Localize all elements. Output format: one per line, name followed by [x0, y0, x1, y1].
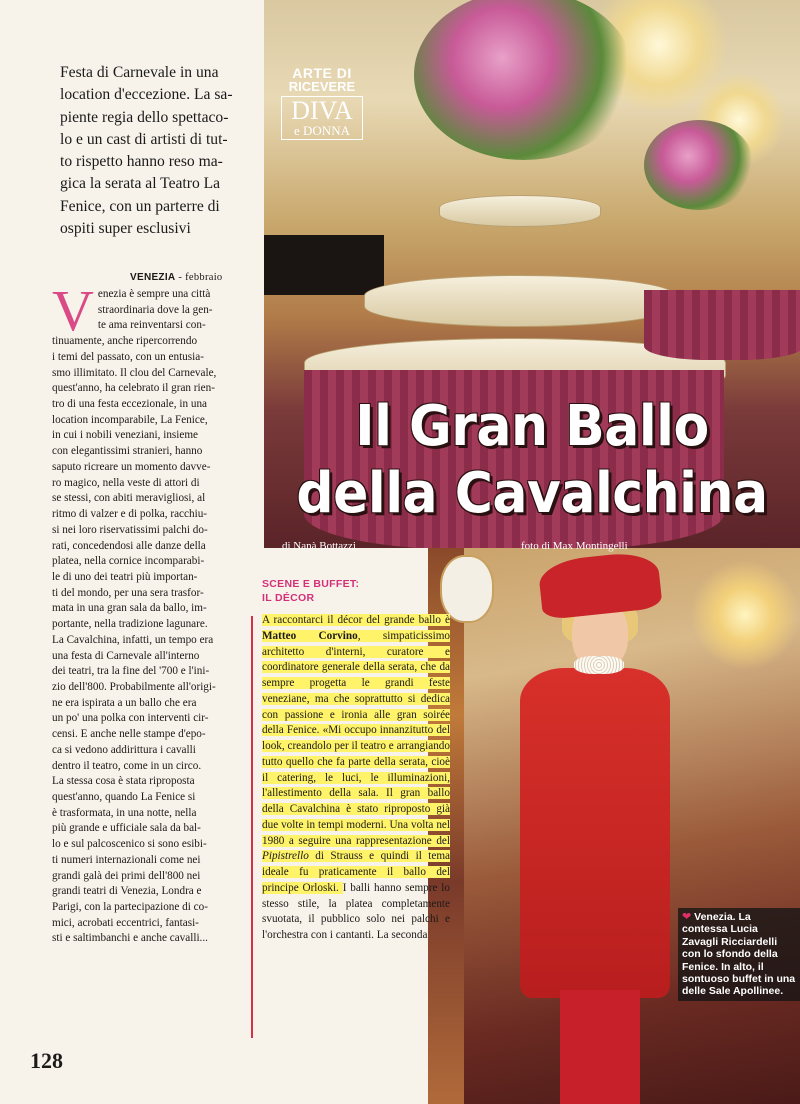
- intro-line: lo e un cast di artisti di tut-: [60, 130, 228, 148]
- body-line: una festa di Carnevale all'interno: [52, 649, 200, 662]
- intro-standfirst: [60, 62, 260, 240]
- body-line: smo illimitato. Il clou del Carnevale,: [52, 366, 217, 379]
- section-label-line2: IL DÉCOR: [262, 592, 315, 604]
- body-line: con elegantissimi stranieri, hanno: [52, 445, 203, 458]
- body-line: ca si vedono addirittura i cavalli: [52, 743, 196, 756]
- body-line: grandi galà dei primi dell'800 nei: [52, 869, 201, 882]
- text-run: , simpaticissimo architetto d'interni, curatore e coordinatore generale della serata, che da sempre progetta le grandi feste veneziane, ma che soprattutto si dedica con passione e ironia alle gran soirée della Fenice.: [262, 629, 450, 737]
- body-line: enezia è sempre una città: [97, 288, 211, 300]
- table-skirt: [644, 290, 800, 360]
- intro-line: piente regia dello spettaco-: [60, 108, 229, 126]
- masthead-diva: DIVA: [291, 96, 353, 125]
- body-line: quest'anno, quando La Fenice si: [52, 791, 196, 803]
- dateline: [130, 272, 222, 283]
- body-line: in cui i nobili veneziani, insieme: [52, 429, 199, 442]
- body-line: ritmo di valzer e di polka, racchiu-: [52, 508, 208, 521]
- quote-run: di Strauss e quindi il tema ideale fu praticamente il ballo del principe Orloski.: [262, 850, 450, 894]
- caption-text: Venezia. La contessa Lucia Zavagli Ricciardelli con lo sfondo della Fenice. In alto, il sontuoso buffet in una delle Sale Apollinee.: [682, 911, 796, 998]
- intro-line: to rispetto hanno reso ma-: [60, 153, 223, 171]
- body-line: straordinaria dove la gen-: [97, 303, 213, 316]
- dateline-date: - febbraio: [175, 272, 223, 283]
- intro-line: Fenice, con un parterre di: [60, 197, 220, 215]
- red-boots: [560, 990, 640, 1104]
- flower-arrangement: [644, 120, 754, 210]
- photo-caption: [678, 908, 800, 1001]
- body-line: zio dell'800. Probabilmente all'origi-: [52, 680, 216, 693]
- masthead-line2: RICEVERE: [288, 79, 356, 94]
- text-run: A raccontarci il décor del grande ballo è: [262, 614, 450, 626]
- masthead-logo-box: [281, 96, 363, 140]
- body-line: quest'anno, ha celebrato il gran rien-: [52, 382, 215, 395]
- designer-name: Matteo Corvino: [262, 629, 358, 642]
- intro-line: Festa di Carnevale in una: [60, 64, 219, 81]
- body-line: più grande e ufficiale sala da bal-: [52, 822, 201, 835]
- body-line: un po' una polka con interventi cir-: [52, 712, 209, 725]
- photo-credit: foto di Max Montingelli: [521, 540, 628, 552]
- work-title: Pipistrello: [262, 850, 309, 863]
- body-text-left: [52, 278, 264, 947]
- intro-line: ospiti super esclusivi: [60, 220, 191, 238]
- masthead-donna: e DONNA: [294, 123, 350, 138]
- flower-arrangement: [414, 0, 634, 160]
- pearl-necklace: [574, 656, 624, 674]
- body-line: te ama reinventarsi con-: [97, 319, 206, 332]
- body-line: location incomparabile, La Fenice,: [52, 413, 208, 426]
- body-line: ne era ispirata a un ballo che era: [52, 696, 197, 709]
- body-line: se stessi, con abiti meravigliosi, al: [52, 492, 206, 505]
- text-run: I balli hanno sempre lo stesso stile, la platea completamente svuotata, il pubblico solo nei palchi e l'orchestra con i cantanti. La seconda: [262, 881, 450, 941]
- body-line: si nei loro riservatissimi palchi do-: [52, 523, 208, 536]
- drop-cap: V: [52, 278, 94, 343]
- column-rule: [251, 616, 253, 1038]
- heart-icon: ❤: [682, 911, 692, 923]
- body-line: platea, nella cornice incomparabi-: [52, 555, 205, 568]
- title-line2: della Cavalchina: [296, 461, 768, 526]
- buffet-tier: [364, 275, 676, 327]
- body-line: lo e sul palcoscenico si sono esibi-: [52, 838, 207, 851]
- section-label-line1: SCENE E BUFFET:: [262, 578, 360, 590]
- body-line: tro di una festa eccezionale, in una: [52, 398, 207, 411]
- body-line: mata in una gran sala da ballo, im-: [52, 602, 207, 615]
- body-line: grandi teatri di Venezia, Londra e: [52, 885, 202, 898]
- buffet-tier: [439, 195, 601, 227]
- body-line: ti numeri internazionali come nei: [52, 853, 201, 866]
- byline: di Nanà Bottazzi: [282, 540, 356, 552]
- body-line: le di uno dei teatri più importan-: [52, 570, 198, 583]
- body-line: La Cavalchina, infatti, un tempo era: [52, 633, 214, 646]
- dateline-city: VENEZIA: [130, 272, 176, 283]
- chandelier-glow: [690, 560, 800, 670]
- body-line: saputo ricreare un momento davve-: [52, 460, 211, 473]
- body-line: dei teatri, tra la fine del '700 e l'ini-: [52, 665, 210, 678]
- intro-line: gica la serata al Teatro La: [60, 175, 221, 193]
- body-line: mici, acrobati eccentrici, fantasi-: [52, 916, 199, 929]
- body-line: rati, concedendosi alle danze della: [52, 539, 206, 552]
- red-coat: [520, 668, 670, 998]
- section-label: [262, 577, 359, 605]
- column-masthead: [281, 66, 363, 140]
- body-line: La stessa cosa è stata riproposta: [52, 775, 195, 788]
- article-title: [272, 393, 792, 527]
- body-line: censi. E anche nelle stampe d'epo-: [52, 728, 206, 741]
- body-line: ti del mondo, per una sera trasfor-: [52, 586, 204, 599]
- body-line: tinuamente, anche ripercorrendo: [52, 335, 198, 348]
- body-line: ro magico, nella veste di attori di: [52, 476, 200, 489]
- intro-line: location d'eccezione. La sa-: [60, 86, 233, 104]
- quote-run: «Mi occupo innanzitutto del look, creandolo per il teatro e arrangiando tutto quello che fa parte della serata, cioè il catering, le luci, le illuminazioni, l'allestimento della sala. Il gran ballo della Cavalchina è stato riproposto già due volte in tempi moderni. Una volta nel 1980 a seguire una rappresentazione del: [262, 724, 450, 847]
- piano: [264, 235, 384, 295]
- body-text-middle: [262, 613, 450, 944]
- page-number: 128: [30, 1048, 63, 1073]
- body-line: è trasformata, in una notte, nella: [52, 806, 197, 819]
- highlighted-text: [262, 614, 450, 894]
- body-line: i temi del passato, con un entusia-: [52, 350, 204, 363]
- body-line: Parigi, con la partecipazione di co-: [52, 901, 208, 914]
- body-line: sti e saltimbanchi e anche cavalli...: [52, 932, 208, 945]
- title-line1: Il Gran Ballo: [355, 394, 709, 459]
- body-line: portante, nella tradizione lagunare.: [52, 618, 208, 631]
- body-line: dentro il teatro, come in un circo.: [52, 759, 202, 772]
- masthead-line1: ARTE DI: [292, 65, 352, 81]
